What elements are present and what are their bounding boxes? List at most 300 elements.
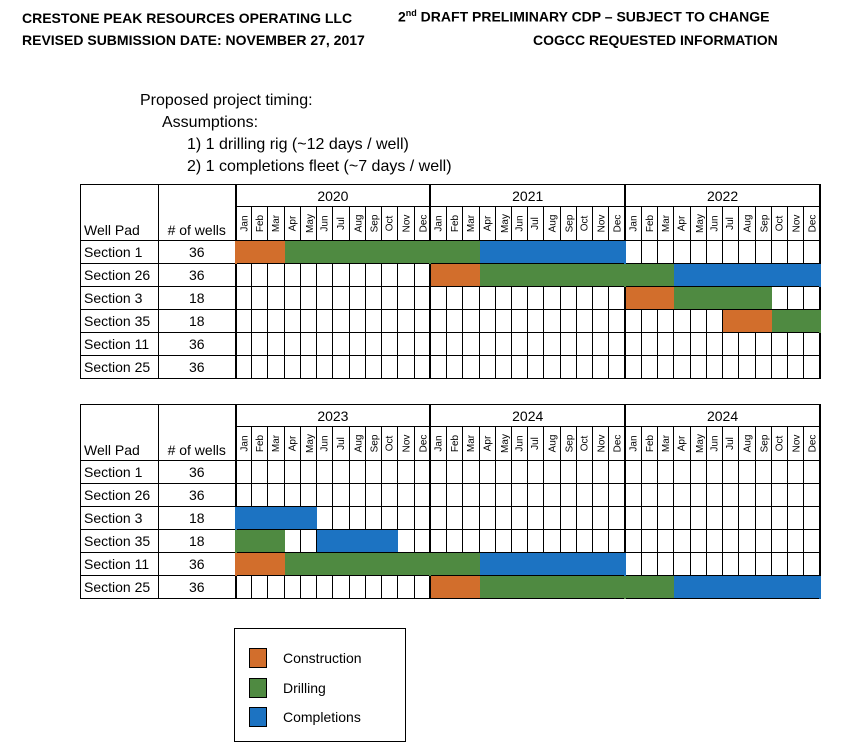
schedule-cell [625, 461, 641, 484]
month-header [625, 207, 641, 241]
schedule-cell [430, 356, 446, 379]
drilling-cell [511, 264, 527, 287]
schedule-cell [349, 576, 365, 599]
month-header [495, 427, 511, 461]
schedule-cell [511, 484, 527, 507]
month-label: Feb [644, 434, 656, 453]
month-header [804, 207, 820, 241]
drilling-cell [609, 576, 625, 599]
schedule-cell [414, 287, 430, 310]
month-header [576, 427, 592, 461]
schedule-cell [787, 530, 803, 553]
completions-cell [479, 553, 495, 576]
month-header [317, 427, 333, 461]
schedule-cell [236, 576, 252, 599]
well-pad-name: Section 1 [81, 241, 159, 264]
completions-cell [787, 576, 803, 599]
month-header [479, 207, 495, 241]
schedule-cell [804, 553, 820, 576]
schedule-cell [349, 356, 365, 379]
schedule-cell [430, 287, 446, 310]
month-label: Aug [547, 434, 559, 453]
schedule-cell [300, 310, 316, 333]
schedule-cell [690, 241, 706, 264]
month-label: Jul [335, 217, 347, 230]
completions-cell [771, 576, 787, 599]
schedule-cell [300, 356, 316, 379]
well-pad-name: Section 25 [81, 356, 159, 379]
schedule-cell [382, 576, 398, 599]
schedule-cell [463, 333, 479, 356]
month-label: Nov [401, 434, 413, 453]
completions-cell [365, 530, 381, 553]
schedule-table-2 [80, 404, 821, 599]
schedule-cell [723, 241, 739, 264]
cogcc-info: COGCC REQUESTED INFORMATION [533, 32, 778, 48]
drilling-cell [658, 576, 674, 599]
well-count: 36 [159, 461, 236, 484]
schedule-cell [739, 461, 755, 484]
schedule-cell [609, 461, 625, 484]
schedule-cell [268, 356, 284, 379]
well-count: 36 [159, 264, 236, 287]
schedule-cell [625, 241, 641, 264]
schedule-cell [252, 264, 268, 287]
completions-swatch [249, 707, 267, 727]
legend-item-completions [249, 707, 361, 727]
month-label: Aug [742, 434, 754, 453]
company-name: CRESTONE PEAK RESOURCES OPERATING LLC [22, 10, 353, 26]
schedule-cell [479, 310, 495, 333]
completions-cell [544, 553, 560, 576]
month-label: Apr [676, 215, 688, 232]
schedule-cell [576, 530, 592, 553]
schedule-cell [641, 241, 657, 264]
month-header [463, 427, 479, 461]
schedule-cell [365, 264, 381, 287]
drilling-cell [300, 241, 316, 264]
month-header [398, 207, 414, 241]
schedule-cell [252, 287, 268, 310]
schedule-cell [544, 310, 560, 333]
schedule-cell [560, 287, 576, 310]
drilling-cell [236, 530, 252, 553]
schedule-cell [300, 264, 316, 287]
drilling-cell [382, 241, 398, 264]
schedule-cell [349, 484, 365, 507]
assumptions-block [140, 90, 452, 178]
schedule-cell [544, 484, 560, 507]
year-header: 2021 [430, 185, 625, 207]
well-pad-name: Section 26 [81, 264, 159, 287]
schedule-cell [398, 356, 414, 379]
month-label: Aug [353, 214, 365, 233]
schedule-cell [739, 507, 755, 530]
schedule-cell [284, 576, 300, 599]
schedule-cell [804, 461, 820, 484]
schedule-cell [300, 530, 316, 553]
schedule-cell [544, 356, 560, 379]
schedule-cell [641, 553, 657, 576]
well-pad-name: Section 1 [81, 461, 159, 484]
drilling-cell [430, 553, 446, 576]
schedule-cell [771, 507, 787, 530]
schedule-cell [544, 333, 560, 356]
schedule-cell [447, 356, 463, 379]
schedule-cell [236, 264, 252, 287]
schedule-cell [333, 310, 349, 333]
completions-cell [317, 530, 333, 553]
drilling-cell [414, 553, 430, 576]
month-header [576, 207, 592, 241]
month-header [787, 427, 803, 461]
schedule-cell [284, 287, 300, 310]
month-label: Jul [530, 437, 542, 450]
drilling-cell [268, 530, 284, 553]
schedule-cell [382, 287, 398, 310]
schedule-cell [479, 530, 495, 553]
schedule-cell [609, 356, 625, 379]
construction-cell [268, 553, 284, 576]
month-label: Jan [628, 435, 640, 452]
schedule-cell [593, 507, 609, 530]
schedule-cell [787, 461, 803, 484]
schedule-cell [382, 484, 398, 507]
schedule-cell [739, 333, 755, 356]
schedule-cell [463, 484, 479, 507]
construction-cell [463, 264, 479, 287]
legend-label: Completions [283, 709, 361, 725]
schedule-cell [771, 241, 787, 264]
month-header [414, 207, 430, 241]
month-header [674, 427, 690, 461]
schedule-cell [771, 530, 787, 553]
schedule-cell [284, 461, 300, 484]
drilling-cell [560, 264, 576, 287]
table-row [81, 484, 821, 507]
schedule-cell [382, 310, 398, 333]
completions-cell [528, 553, 544, 576]
schedule-cell [755, 356, 771, 379]
drilling-cell [674, 287, 690, 310]
schedule-cell [252, 576, 268, 599]
schedule-cell [674, 310, 690, 333]
month-header [284, 207, 300, 241]
month-header [528, 427, 544, 461]
month-header [333, 207, 349, 241]
drilling-cell [593, 576, 609, 599]
construction-cell [236, 241, 252, 264]
schedule-cell [739, 530, 755, 553]
schedule-cell [609, 507, 625, 530]
construction-cell [625, 287, 641, 310]
drilling-cell [447, 553, 463, 576]
drilling-cell [658, 264, 674, 287]
month-label: Feb [255, 434, 267, 453]
month-header [252, 427, 268, 461]
month-label: Mar [661, 434, 673, 453]
schedule-cell [236, 356, 252, 379]
month-label: Sep [758, 434, 770, 453]
schedule-cell [641, 333, 657, 356]
schedule-cell [723, 461, 739, 484]
construction-cell [236, 553, 252, 576]
schedule-cell [284, 530, 300, 553]
schedule-cell [528, 484, 544, 507]
schedule-cell [593, 333, 609, 356]
schedule-cell [479, 461, 495, 484]
schedule-cell [398, 461, 414, 484]
schedule-cell [625, 484, 641, 507]
month-label: May [499, 214, 511, 233]
month-label: Oct [384, 215, 396, 232]
schedule-cell [463, 530, 479, 553]
month-label: Nov [791, 434, 803, 453]
month-label: Jul [725, 437, 737, 450]
completions-cell [560, 241, 576, 264]
schedule-cell [641, 530, 657, 553]
completions-cell [252, 507, 268, 530]
schedule-cell [755, 553, 771, 576]
schedule-cell [236, 484, 252, 507]
completions-cell [511, 553, 527, 576]
month-header [593, 427, 609, 461]
schedule-cell [317, 310, 333, 333]
month-label: May [304, 214, 316, 233]
schedule-cell [804, 241, 820, 264]
schedule-cell [755, 530, 771, 553]
month-label: Aug [547, 214, 559, 233]
well-pad-name: Section 11 [81, 333, 159, 356]
drilling-cell [511, 576, 527, 599]
schedule-cell [268, 461, 284, 484]
completions-cell [804, 264, 820, 287]
schedule-cell [609, 484, 625, 507]
well-pad-header: Well Pad [81, 185, 159, 241]
schedule-cell [576, 287, 592, 310]
schedule-cell [414, 484, 430, 507]
schedule-cell [414, 356, 430, 379]
month-header [365, 427, 381, 461]
drilling-cell [430, 241, 446, 264]
schedule-cell [739, 356, 755, 379]
schedule-cell [236, 310, 252, 333]
month-header [723, 207, 739, 241]
schedule-cell [674, 356, 690, 379]
schedule-cell [398, 576, 414, 599]
well-pad-name: Section 25 [81, 576, 159, 599]
month-header [739, 207, 755, 241]
drilling-cell [641, 264, 657, 287]
table-row [81, 576, 821, 599]
drilling-cell [333, 241, 349, 264]
month-label: Dec [612, 434, 624, 453]
completions-cell [739, 576, 755, 599]
schedule-cell [430, 333, 446, 356]
schedule-cell [528, 507, 544, 530]
schedule-cell [593, 310, 609, 333]
well-pad-name: Section 11 [81, 553, 159, 576]
completions-cell [593, 241, 609, 264]
drilling-cell [463, 553, 479, 576]
schedule-cell [495, 310, 511, 333]
schedule-cell [706, 530, 722, 553]
month-header [479, 427, 495, 461]
completions-cell [593, 553, 609, 576]
month-header [690, 427, 706, 461]
month-label: Oct [774, 215, 786, 232]
well-count: 36 [159, 484, 236, 507]
completions-cell [284, 507, 300, 530]
month-header [625, 427, 641, 461]
schedule-cell [252, 333, 268, 356]
month-header [495, 207, 511, 241]
schedule-cell [430, 484, 446, 507]
schedule-cell [349, 287, 365, 310]
schedule-cell [284, 333, 300, 356]
schedule-cell [804, 333, 820, 356]
month-header [333, 427, 349, 461]
schedule-cell [690, 530, 706, 553]
schedule-cell [593, 461, 609, 484]
month-label: Nov [596, 214, 608, 233]
schedule-cell [804, 530, 820, 553]
construction-cell [755, 310, 771, 333]
completions-cell [528, 241, 544, 264]
schedule-cell [236, 461, 252, 484]
schedule-cell [495, 356, 511, 379]
schedule-cell [317, 507, 333, 530]
month-header [382, 427, 398, 461]
month-label: May [499, 434, 511, 453]
schedule-cell [268, 333, 284, 356]
completions-cell [544, 241, 560, 264]
table-row [81, 241, 821, 264]
month-label: Oct [384, 435, 396, 452]
month-header [236, 207, 252, 241]
completions-cell [739, 264, 755, 287]
schedule-cell [414, 530, 430, 553]
month-header [690, 207, 706, 241]
drilling-cell [398, 553, 414, 576]
schedule-cell [528, 310, 544, 333]
drilling-cell [317, 553, 333, 576]
schedule-cell [771, 484, 787, 507]
month-header [300, 427, 316, 461]
schedule-cell [723, 507, 739, 530]
schedule-cell [349, 310, 365, 333]
month-label: Sep [564, 214, 576, 233]
well-pad-name: Section 35 [81, 530, 159, 553]
schedule-cell [447, 484, 463, 507]
month-label: May [694, 434, 706, 453]
schedule-cell [284, 264, 300, 287]
well-pad-header: Well Pad [81, 405, 159, 461]
schedule-cell [463, 287, 479, 310]
construction-cell [447, 576, 463, 599]
schedule-cell [268, 287, 284, 310]
month-header [414, 427, 430, 461]
completions-cell [349, 530, 365, 553]
schedule-cell [625, 530, 641, 553]
schedule-cell [674, 507, 690, 530]
schedule-cell [706, 310, 722, 333]
schedule-cell [382, 461, 398, 484]
month-label: Feb [255, 214, 267, 233]
schedule-cell [771, 553, 787, 576]
schedule-cell [300, 461, 316, 484]
schedule-cell [511, 356, 527, 379]
month-label: Apr [286, 435, 298, 452]
schedule-cell [593, 356, 609, 379]
year-header: 2024 [430, 405, 625, 427]
schedule-cell [463, 461, 479, 484]
assumption-1: 1) 1 drilling rig (~12 days / well) [187, 136, 409, 153]
drilling-cell [414, 241, 430, 264]
table-row [81, 461, 821, 484]
schedule-cell [706, 507, 722, 530]
completions-cell [706, 576, 722, 599]
year-header-row [81, 185, 821, 207]
schedule-cell [706, 356, 722, 379]
completions-cell [723, 264, 739, 287]
schedule-cell [447, 287, 463, 310]
drilling-cell [609, 264, 625, 287]
drilling-cell [723, 287, 739, 310]
completions-cell [674, 264, 690, 287]
schedule-cell [495, 484, 511, 507]
schedule-cell [658, 333, 674, 356]
drilling-cell [576, 576, 592, 599]
month-label: Apr [286, 215, 298, 232]
timing-title: Proposed project timing: [140, 92, 313, 109]
schedule-cell [479, 507, 495, 530]
schedule-cell [300, 576, 316, 599]
schedule-cell [576, 484, 592, 507]
schedule-cell [739, 553, 755, 576]
schedule-cell [787, 484, 803, 507]
year-header: 2020 [236, 185, 431, 207]
schedule-cell [560, 484, 576, 507]
month-label: Aug [742, 214, 754, 233]
assumptions-title: Assumptions: [162, 114, 259, 131]
schedule-cell [674, 241, 690, 264]
month-header [593, 207, 609, 241]
schedule-cell [268, 310, 284, 333]
month-label: Feb [450, 214, 462, 233]
drilling-cell [317, 241, 333, 264]
month-header [706, 427, 722, 461]
month-header [463, 207, 479, 241]
schedule-cell [641, 310, 657, 333]
drilling-cell [641, 576, 657, 599]
schedule-cell [479, 287, 495, 310]
month-header [447, 427, 463, 461]
drilling-cell [365, 553, 381, 576]
month-label: Mar [466, 214, 478, 233]
schedule-cell [430, 310, 446, 333]
schedule-cell [333, 333, 349, 356]
month-label: Jun [709, 435, 721, 452]
drilling-cell [560, 576, 576, 599]
drilling-cell [544, 576, 560, 599]
month-header [723, 427, 739, 461]
schedule-cell [528, 356, 544, 379]
month-label: Oct [579, 215, 591, 232]
completions-cell [674, 576, 690, 599]
month-header [641, 427, 657, 461]
schedule-cell [284, 310, 300, 333]
